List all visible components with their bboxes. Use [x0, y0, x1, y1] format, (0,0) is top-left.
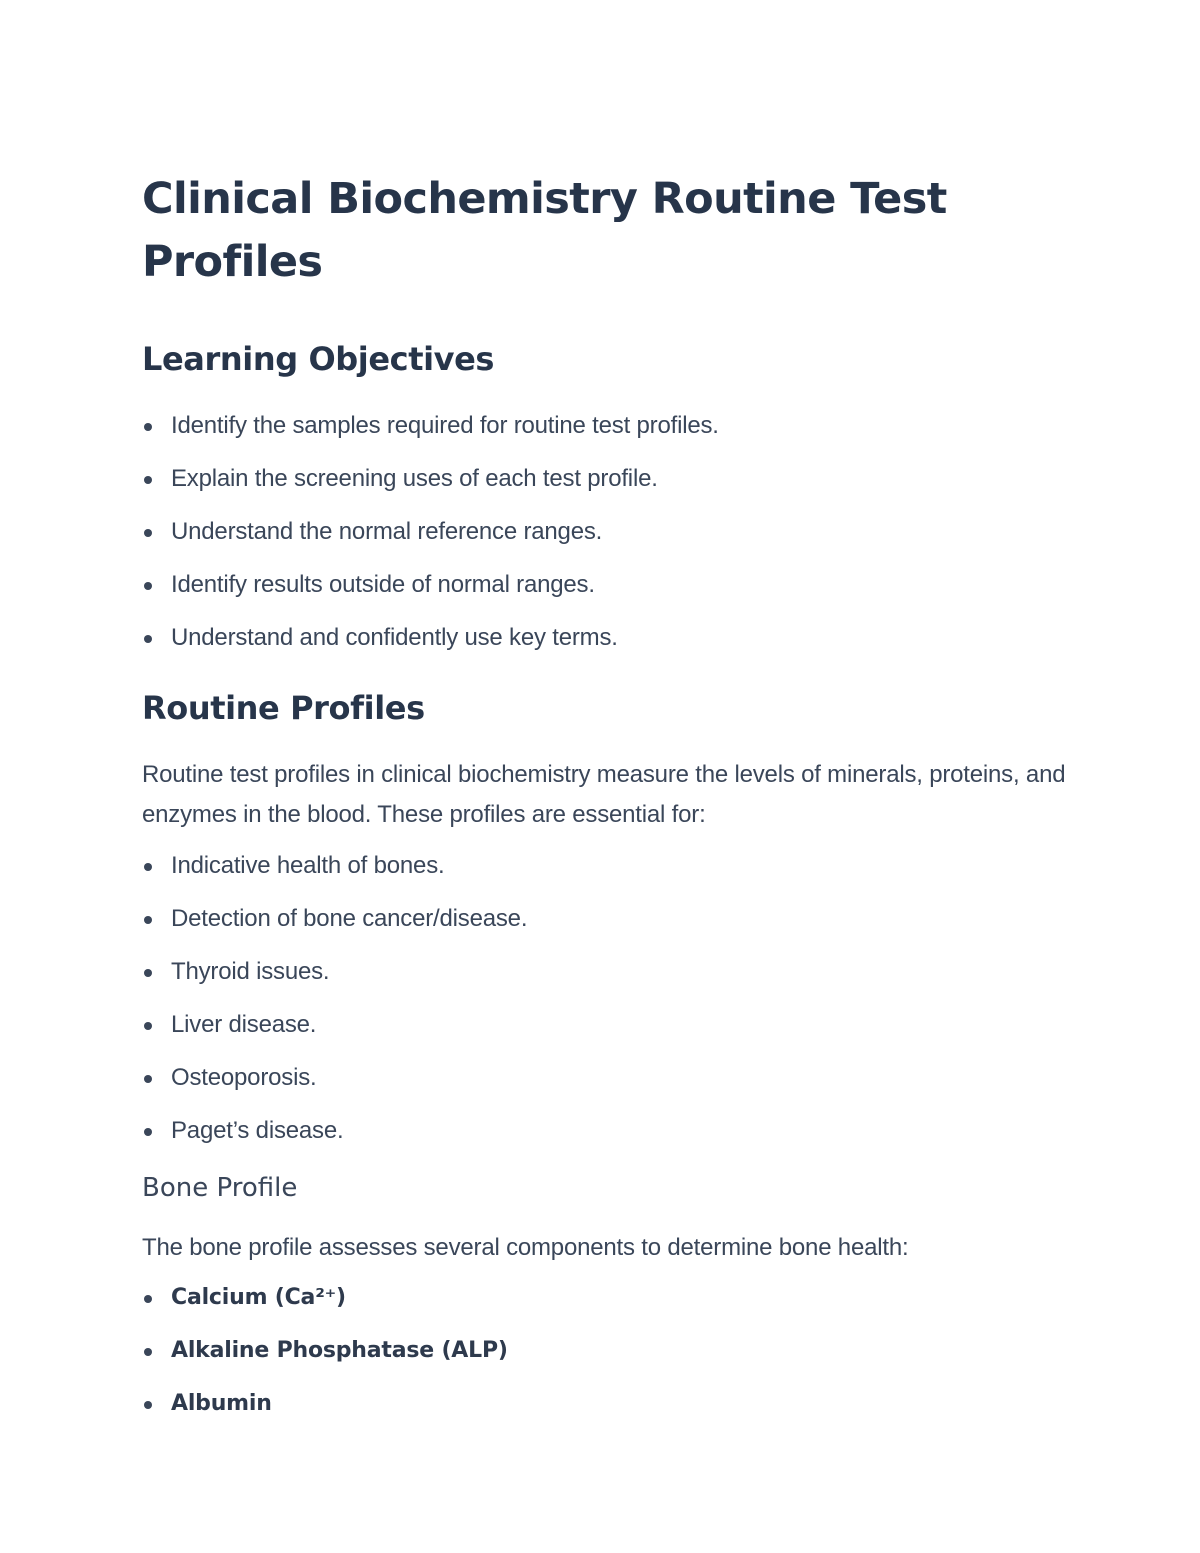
list-item-text: Albumin — [171, 1391, 272, 1416]
bullet-icon — [144, 1075, 152, 1083]
bullet-icon — [144, 863, 152, 871]
learning-objectives-heading: Learning Objectives — [142, 340, 495, 378]
bullet-icon — [144, 1128, 152, 1136]
list-item — [142, 1009, 1082, 1062]
bullet-icon — [144, 1401, 152, 1409]
bullet-icon — [144, 476, 152, 484]
list-item-text: Paget’s disease. — [171, 1117, 344, 1144]
bullet-icon — [144, 1348, 152, 1356]
document-title: Clinical Biochemistry Routine Test Profiles — [142, 174, 947, 287]
list-item-text: Liver disease. — [171, 1011, 317, 1038]
list-item — [142, 622, 1082, 654]
list-item-text: Calcium (Ca²⁺) — [171, 1285, 346, 1310]
list-item — [142, 1062, 1082, 1115]
bullet-icon — [144, 582, 152, 590]
list-item — [142, 1388, 1082, 1420]
bullet-icon — [144, 529, 152, 537]
bone-profile-heading: Bone Profile — [142, 1173, 298, 1203]
routine-profiles-intro: Routine test profiles in clinical biochemistry measure the levels of minerals, proteins, and enzymes in the blood. These profiles are essential for: — [142, 761, 1066, 828]
list-item-text: Indicative health of bones. — [171, 852, 445, 879]
list-item-text: Identify the samples required for routine test profiles. — [171, 412, 719, 439]
list-item — [142, 569, 1082, 622]
list-item-text: Understand the normal reference ranges. — [171, 518, 603, 545]
list-item-text: Thyroid issues. — [171, 958, 330, 985]
list-item-text: Explain the screening uses of each test profile. — [171, 465, 658, 492]
list-item — [142, 1335, 1082, 1388]
list-item-text: Alkaline Phosphatase (ALP) — [171, 1338, 508, 1363]
routine-profiles-list — [142, 850, 1082, 1147]
list-item — [142, 463, 1082, 516]
list-item — [142, 1282, 1082, 1335]
list-item — [142, 516, 1082, 569]
bullet-icon — [144, 1295, 152, 1303]
list-item — [142, 903, 1082, 956]
list-item-text: Osteoporosis. — [171, 1064, 317, 1091]
bullet-icon — [144, 635, 152, 643]
list-item-text: Detection of bone cancer/disease. — [171, 905, 528, 932]
list-item-text: Understand and confidently use key terms. — [171, 624, 618, 651]
bullet-icon — [144, 1022, 152, 1030]
list-item — [142, 956, 1082, 1009]
bullet-icon — [144, 969, 152, 977]
list-item-text: Identify results outside of normal ranges. — [171, 571, 595, 598]
document-page — [142, 168, 1082, 1420]
list-item — [142, 1115, 1082, 1147]
bone-profile-intro: The bone profile assesses several components to determine bone health: — [142, 1234, 909, 1261]
routine-profiles-heading: Routine Profiles — [142, 689, 425, 727]
bullet-icon — [144, 423, 152, 431]
learning-objectives-list — [142, 410, 1082, 654]
bone-profile-list — [142, 1282, 1082, 1420]
list-item — [142, 850, 1082, 903]
list-item — [142, 410, 1082, 463]
bullet-icon — [144, 916, 152, 924]
